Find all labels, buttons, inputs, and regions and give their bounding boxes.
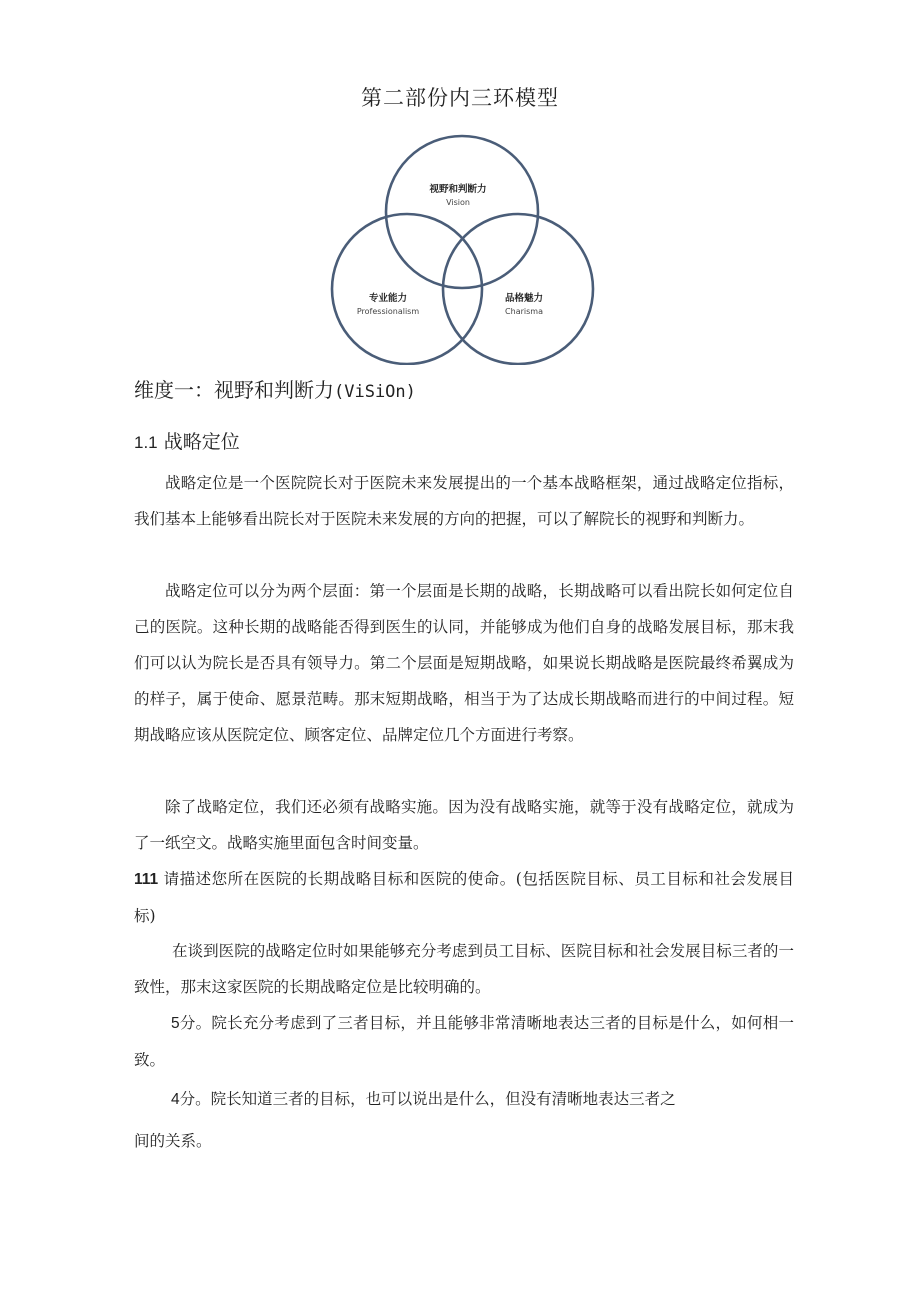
professionalism-sublabel: Professionalism xyxy=(356,307,420,316)
subsection-number: 1.1 xyxy=(134,433,158,452)
professionalism-label: 专业能力 xyxy=(368,293,408,304)
question-text: 请描述您所在医院的长期战略目标和医院的使命。(包括医院目标、员工目标和社会发展目标) xyxy=(134,870,794,925)
subsection-heading xyxy=(134,427,240,454)
question-111 xyxy=(134,861,794,934)
score-5-number: 5 xyxy=(171,1015,180,1032)
score-4-text: 分。院长知道三者的目标，也可以说出是什么，但没有清晰地表达三者之 xyxy=(179,1090,676,1108)
page-title: 第二部份内三环模型 xyxy=(361,86,559,110)
score-4-number: 4 xyxy=(171,1091,180,1108)
section-heading xyxy=(134,374,416,403)
paragraph-2: 战略定位可以分为两个层面：第一个层面是长期的战略，长期战略可以看出院长如何定位自己的医院。这种长期的战略能否得到医生的认同，并能够成为他们自身的战略发展目标，那末我们可以认为院长是否具有领导力。第二个层面是短期战略，如果说长期战略是医院最终希翼成为的样子，属于使命、愿景范畴。那末短期战略，相当于为了达成长期战略而进行的中间过程。短期战略应该从医院定位、顾客定位、品牌定位几个方面进行考察。 xyxy=(134,582,794,744)
subsection-title: 战略定位 xyxy=(163,431,240,453)
vision-label: 视野和判断力 xyxy=(429,184,487,195)
paragraph-1: 战略定位是一个医院院长对于医院未来发展提出的一个基本战略框架，通过战略定位指标，我们基本上能够看出院长对于医院未来发展的方向的把握，可以了解院长的视野和判断力。 xyxy=(134,474,794,528)
question-number: 111 xyxy=(134,871,159,888)
charisma-sublabel: Charisma xyxy=(505,307,543,316)
section-heading-cn: 维度一：视野和判断力 xyxy=(134,378,334,402)
score-4-criterion-line-1 xyxy=(171,1087,676,1109)
three-ring-diagram xyxy=(325,133,600,365)
score-5-criterion xyxy=(134,1005,794,1078)
vision-circle xyxy=(386,136,538,288)
section-heading-en: (ViSiOn) xyxy=(334,382,416,402)
answer-intro: 在谈到医院的战略定位时如果能够充分考虑到员工目标、医院目标和社会发展目标三者的一致性，那末这家医院的长期战略定位是比较明确的。 xyxy=(134,942,794,996)
score-4-criterion-line-2: 间的关系。 xyxy=(134,1132,212,1150)
vision-sublabel: Vision xyxy=(446,198,470,207)
score-5-text: 分。院长充分考虑到了三者目标，并且能够非常清晰地表达三者的目标是什么，如何相一致。 xyxy=(134,1014,794,1069)
paragraph-3: 除了战略定位，我们还必须有战略实施。因为没有战略实施，就等于没有战略定位，就成为了一纸空文。战略实施里面包含时间变量。 xyxy=(134,798,794,852)
charisma-label: 品格魅力 xyxy=(504,293,544,304)
